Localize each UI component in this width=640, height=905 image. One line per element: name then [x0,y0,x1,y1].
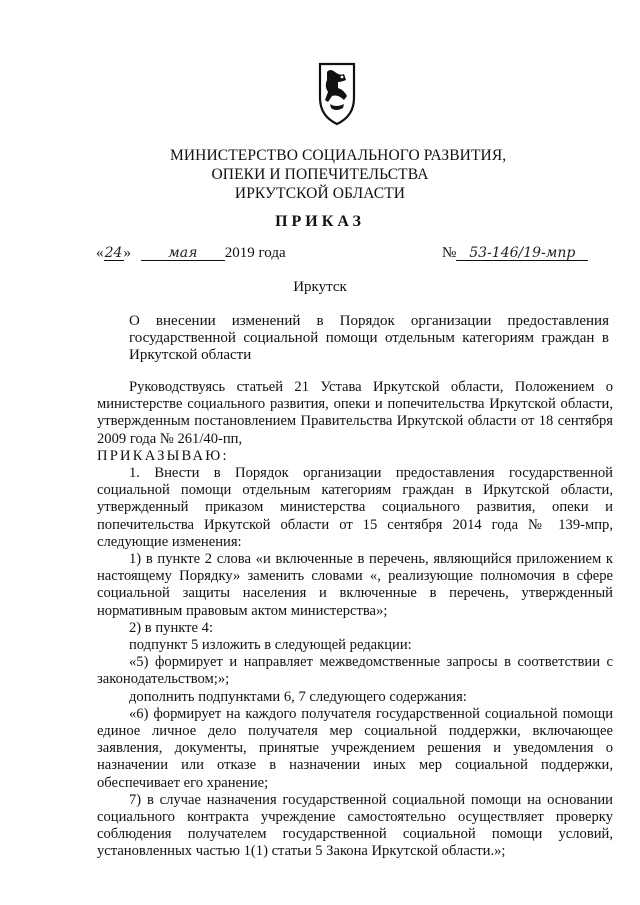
body-paragraph: «6) формирует на каждого получателя государственной социальной помощи единое личное дело получателя мер социальной поддержки, включающее заявления, документы, принятые учреждением решения и уведомления о назначении или отказе в назначении иных мер социальной поддержки, обеспечивает его хранение; [97,705,613,791]
ministry-line-2: ОПЕКИ И ПОПЕЧИТЕЛЬСТВА [211,166,429,183]
number-sign: № [442,245,457,261]
date-close-quote: » [123,245,131,261]
body-paragraph: 2) в пункте 4: [129,619,214,636]
date-day: 24 [104,245,123,261]
date-month: мая [141,246,225,261]
number-value: 53-146/19-мпр [456,246,588,261]
body-paragraph: подпункт 5 изложить в следующей редакции: [129,637,412,654]
city: Иркутск [293,279,347,295]
document-type-title: ПРИКАЗ [275,213,365,230]
order-word: ПРИКАЗЫВАЮ: [97,447,229,464]
body-paragraph: 7) в случае назначения государственной социальной помощи на основании социального контракта учреждение самостоятельно осуществляет проверку соблюдения получателем государственной социальной помощи условий, установленных частью 1(1) статьи 5 Закона Иркутской области.»; [97,791,613,860]
date-year: 2019 года [224,245,286,261]
preamble: Руководствуясь статьей 21 Устава Иркутской области, Положением о министерстве социального развития, опеки и попечительства Иркутской области, утвержденным постановлением Правительства Иркутской области от 18 сентября 2009 года № 261/40-пп, [97,379,613,447]
order-body [97,379,613,861]
ministry-name [170,146,507,203]
body-paragraph: 1) в пункте 2 слова «и включенные в перечень, являющийся приложением к настоящему Порядку» заменить словами «, реализующие полномочия в сфере социальной защиты населения и включенные в перечень, утвержденный нормативным правовым актом министерства»; [97,551,613,619]
coat-of-arms-emblem [316,58,358,128]
body-paragraph: 1. Внести в Порядок организации предоставления государственной социальной помощи отдельным категориям граждан в Иркутской области, утвержденный приказом министерства социального развития, опеки и попечительства Иркутской области от 15 сентября 2014 года № 139-мпр, следующие изменения: [97,465,613,550]
ministry-line-3: ИРКУТСКОЙ ОБЛАСТИ [234,185,406,202]
order-subject: О внесении изменений в Порядок организации предоставления государственной социальной помощи отдельным категориям граждан в Иркутской области [129,313,609,363]
order-number [442,245,588,262]
order-date [96,245,286,262]
ministry-line-1: МИНИСТЕРСТВО СОЦИАЛЬНОГО РАЗВИТИЯ, [170,147,507,164]
body-paragraph: дополнить подпунктами 6, 7 следующего содержания: [129,688,467,705]
date-open-quote: « [96,245,104,261]
body-paragraph: «5) формирует и направляет межведомственные запросы в соответствии с законодательством;»; [97,654,613,688]
